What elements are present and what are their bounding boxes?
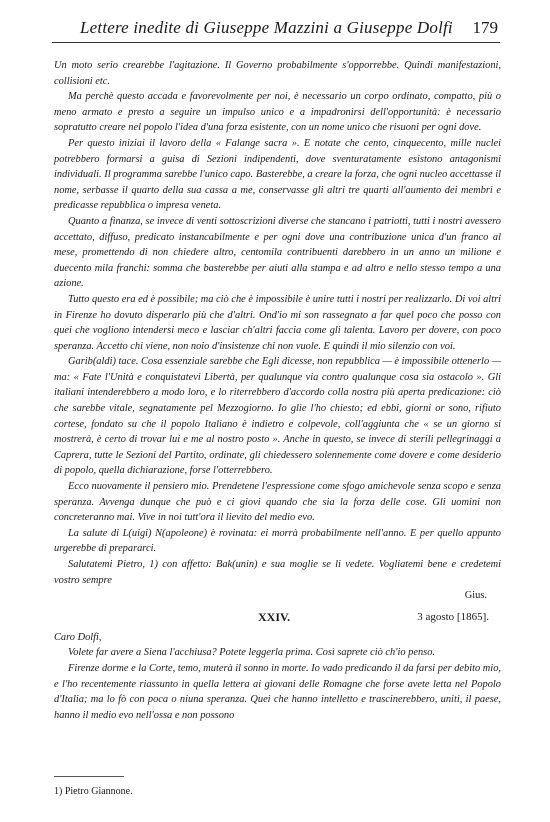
letter-date: 3 agosto [1865]. [417,610,489,623]
paragraph: Garib(aldi) tace. Cosa essenziale sarebbe che Egli dicesse, non repubblica — è impossibile ottenerlo — ma: « Fate l'Unità e conquistatevi Libertà, per qualunque via contro qualunque cosa sia ostacolo ». Gli italiani intenderebbero a modo loro, e lo riterrebbero d'accordo colla nostra più aperta predicazione: ciò che sarebbe vitale, segnatamente pel Mezzogiorno. Io glie l'ho chiesto; ed ebbi, giorni or sono, rifiuto cortese, fondato su che il popolo Italiano è indietro e colpevole, coll'aggiunta che « se un giorno si mostrerà, è certo di trovar lui e me al nostro posto ». Anche in questo, se invece di sterili pellegrinaggi a Caprera, tutte le Sezioni del Partito, ordinate, gli chiedessero solennemente come dovere e come desiderio di popolo, quella dichiarazione, forse l'otterrebbero. [54,356,501,477]
footnote: 1) Pietro Giannone. [54,786,133,797]
salutation: Caro Dolfi, [54,631,102,643]
paragraph: La salute di L(uigi) N(apoleone) è rovinata: ei morrà probabilmente nell'anno. E per quello appunto urgerebbe di prepararci. [54,527,501,555]
footnote-divider [54,776,124,777]
paragraph: Per questo iniziai il lavoro della « Falange sacra ». E notate che cento, cinquecento, mille nuclei potrebbero formarsi a guisa di Sezioni indipendenti, dove sventuratamente esistono antagonismi individuali. Il programma sarebbe l'unico capo. Basterebbe, a creare la forza, che ogni nucleo accettasse il nome, serbasse il quarto della sua cassa a me, conservasse gli altri tre quarti all'aumento dei membri e predicasse repubblica o impresa veneta. [54,137,501,212]
signature: Gius. [464,590,487,602]
page-number: 179 [472,18,498,37]
paragraph: Ma perchè questo accada e favorevolmente per noi, è necessario un corpo ordinato, compatto, più o meno armato e presto a seguire un impulso unico e a impadronirsi dell'opportunità: è necessario sopratutto creare nel popolo l'idea d'una forza esistente, con un nome unico che risuoni per ogni dove. [54,91,501,134]
paragraph: Salutatemi Pietro, 1) con affetto: Bak(unin) e sua moglie se li vedete. Vogliatemi bene e credetemi vostro sempre [54,559,501,586]
running-title: Lettere inedite di Giuseppe Mazzini a Giuseppe Dolfi [80,18,453,37]
paragraph: Quanto a finanza, se invece di venti sottoscrizioni diverse che stancano i patriotti, tutti i nostri avessero accettato, diffuso, predicato instancabilmente e per ogni dove una contribuzione unica d'un franco al mese, promettendo di non chiedere altro, centomila contribuenti darebbero in un anno un milione e duecento mila franchi: somma che basterebbe per aiuti alla stampa e ad altro e nello stesso tempo a una azione. [54,215,501,290]
running-header [52,16,500,43]
letter-number: XXIV. [258,609,291,624]
paragraph: Un moto serio crearebbe l'agitazione. Il Governo probabilmente s'opporrebbe. Quindi manifestazioni, collisioni etc. [54,60,501,87]
paragraph: Tutto questo era ed è possibile; ma ciò che è impossibile è unire tutti i nostri per realizzarlo. Di voi altri in Firenze ho dovuto disperarlo più che d'altri. Ond'io mi son rassegnato a far quel poco che posso con quei che vogliono intendersi meco e lasciar ch'altri faccia come gli talenta. Lavoro per dovere, con poco speranza. Accetto chi viene, non noio d'insistenze chi non vuole. E quindi il mio silenzio con voi. [54,293,502,352]
letter-heading [54,608,501,630]
paragraph: Volete far avere a Siena l'acchiusa? Potete leggerla prima. Così saprete ciò ch'io penso. [68,647,435,659]
letter-body [54,58,501,723]
paragraph: Ecco nuovamente il pensiero mio. Prendetene l'espressione come sfogo amichevole senza scopo e senza speranza. Avvenga dunque che può e ci giovi quando che sia la forza delle cose. Gli uomini non concreteranno mai. Vive in noi tutt'ora il lievito del medio evo. [54,481,501,524]
paragraph: Firenze dorme e la Corte, temo, muterà il sonno in morte. Io vado predicando il da farsi per debito mio, e l'ho recentemente riassunto in quella lettera ai giovani delle Romagne che forse avete letta nel Popolo d'Italia; ma lo fò con poca o niuna speranza. Quei che hanno intelletto e trascinerebbero, uniti, il paese, hanno il medio evo nell'ossa e non possono [54,662,501,721]
